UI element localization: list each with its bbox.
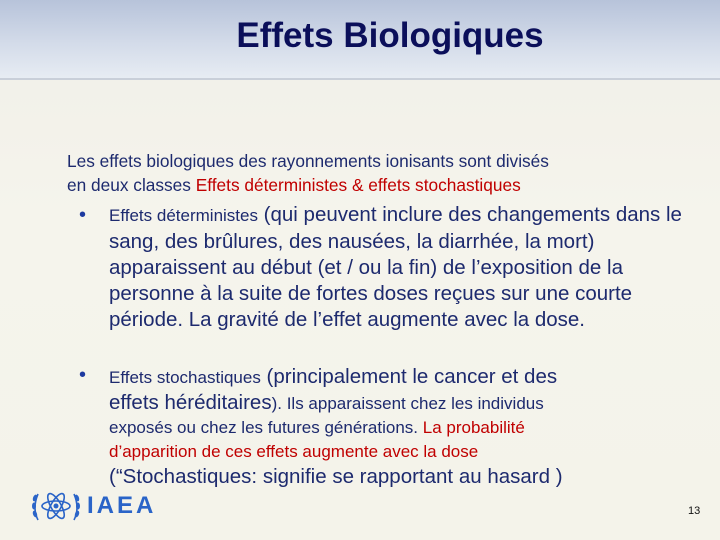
bullet-stochastic-line-3: exposés ou chez les futures générations. — [109, 418, 423, 437]
bullet-stochastic-line-1: (principalement le cancer et des — [260, 365, 558, 388]
bullet-stochastic — [79, 364, 709, 490]
bullet-dot: • — [79, 204, 87, 226]
bullet-stochastic-probability: La probabilité — [422, 418, 525, 437]
bullet-deterministic-label: Effets déterministes — [109, 206, 258, 225]
slide-title: Effets Biologiques — [236, 16, 544, 55]
bullet-deterministic — [79, 202, 709, 333]
intro-line-2-prefix: en deux classes — [67, 175, 196, 195]
iaea-logo — [30, 484, 160, 528]
bullet-dot: • — [79, 364, 87, 386]
intro-paragraph — [67, 149, 707, 197]
bullet-stochastic-definition: (“Stochastiques: signifie se rapportant au hasard ) — [109, 465, 563, 488]
bullet-stochastic-probability-cont: d’apparition de ces effets augmente avec la dose — [109, 442, 479, 461]
bullet-stochastic-hereditary: effets héréditaires — [109, 391, 272, 414]
atom-laurel-icon — [30, 484, 82, 528]
bullet-deterministic-text: (qui peuvent inclure des changements dans le sang, des brûlures, des nausées, la diarrhée, la mort) apparaissent au début (et / ou la fin) de l’exposition de la personne à la suite de fortes doses reçues sur une courte période. La gravité de l’effet augmente avec la dose. — [109, 203, 682, 331]
iaea-logo-text: IAEA — [87, 492, 157, 519]
page-number: 13 — [688, 505, 701, 517]
bullet-stochastic-line-2: ). Ils apparaissent chez les individus — [271, 394, 544, 413]
intro-classes-highlight: Effets déterministes & effets stochastiques — [195, 175, 521, 195]
bullet-stochastic-label: Effets stochastiques — [109, 368, 261, 387]
intro-line-1: Les effets biologiques des rayonnements ionisants sont divisés — [67, 151, 549, 171]
title-divider — [0, 78, 720, 80]
